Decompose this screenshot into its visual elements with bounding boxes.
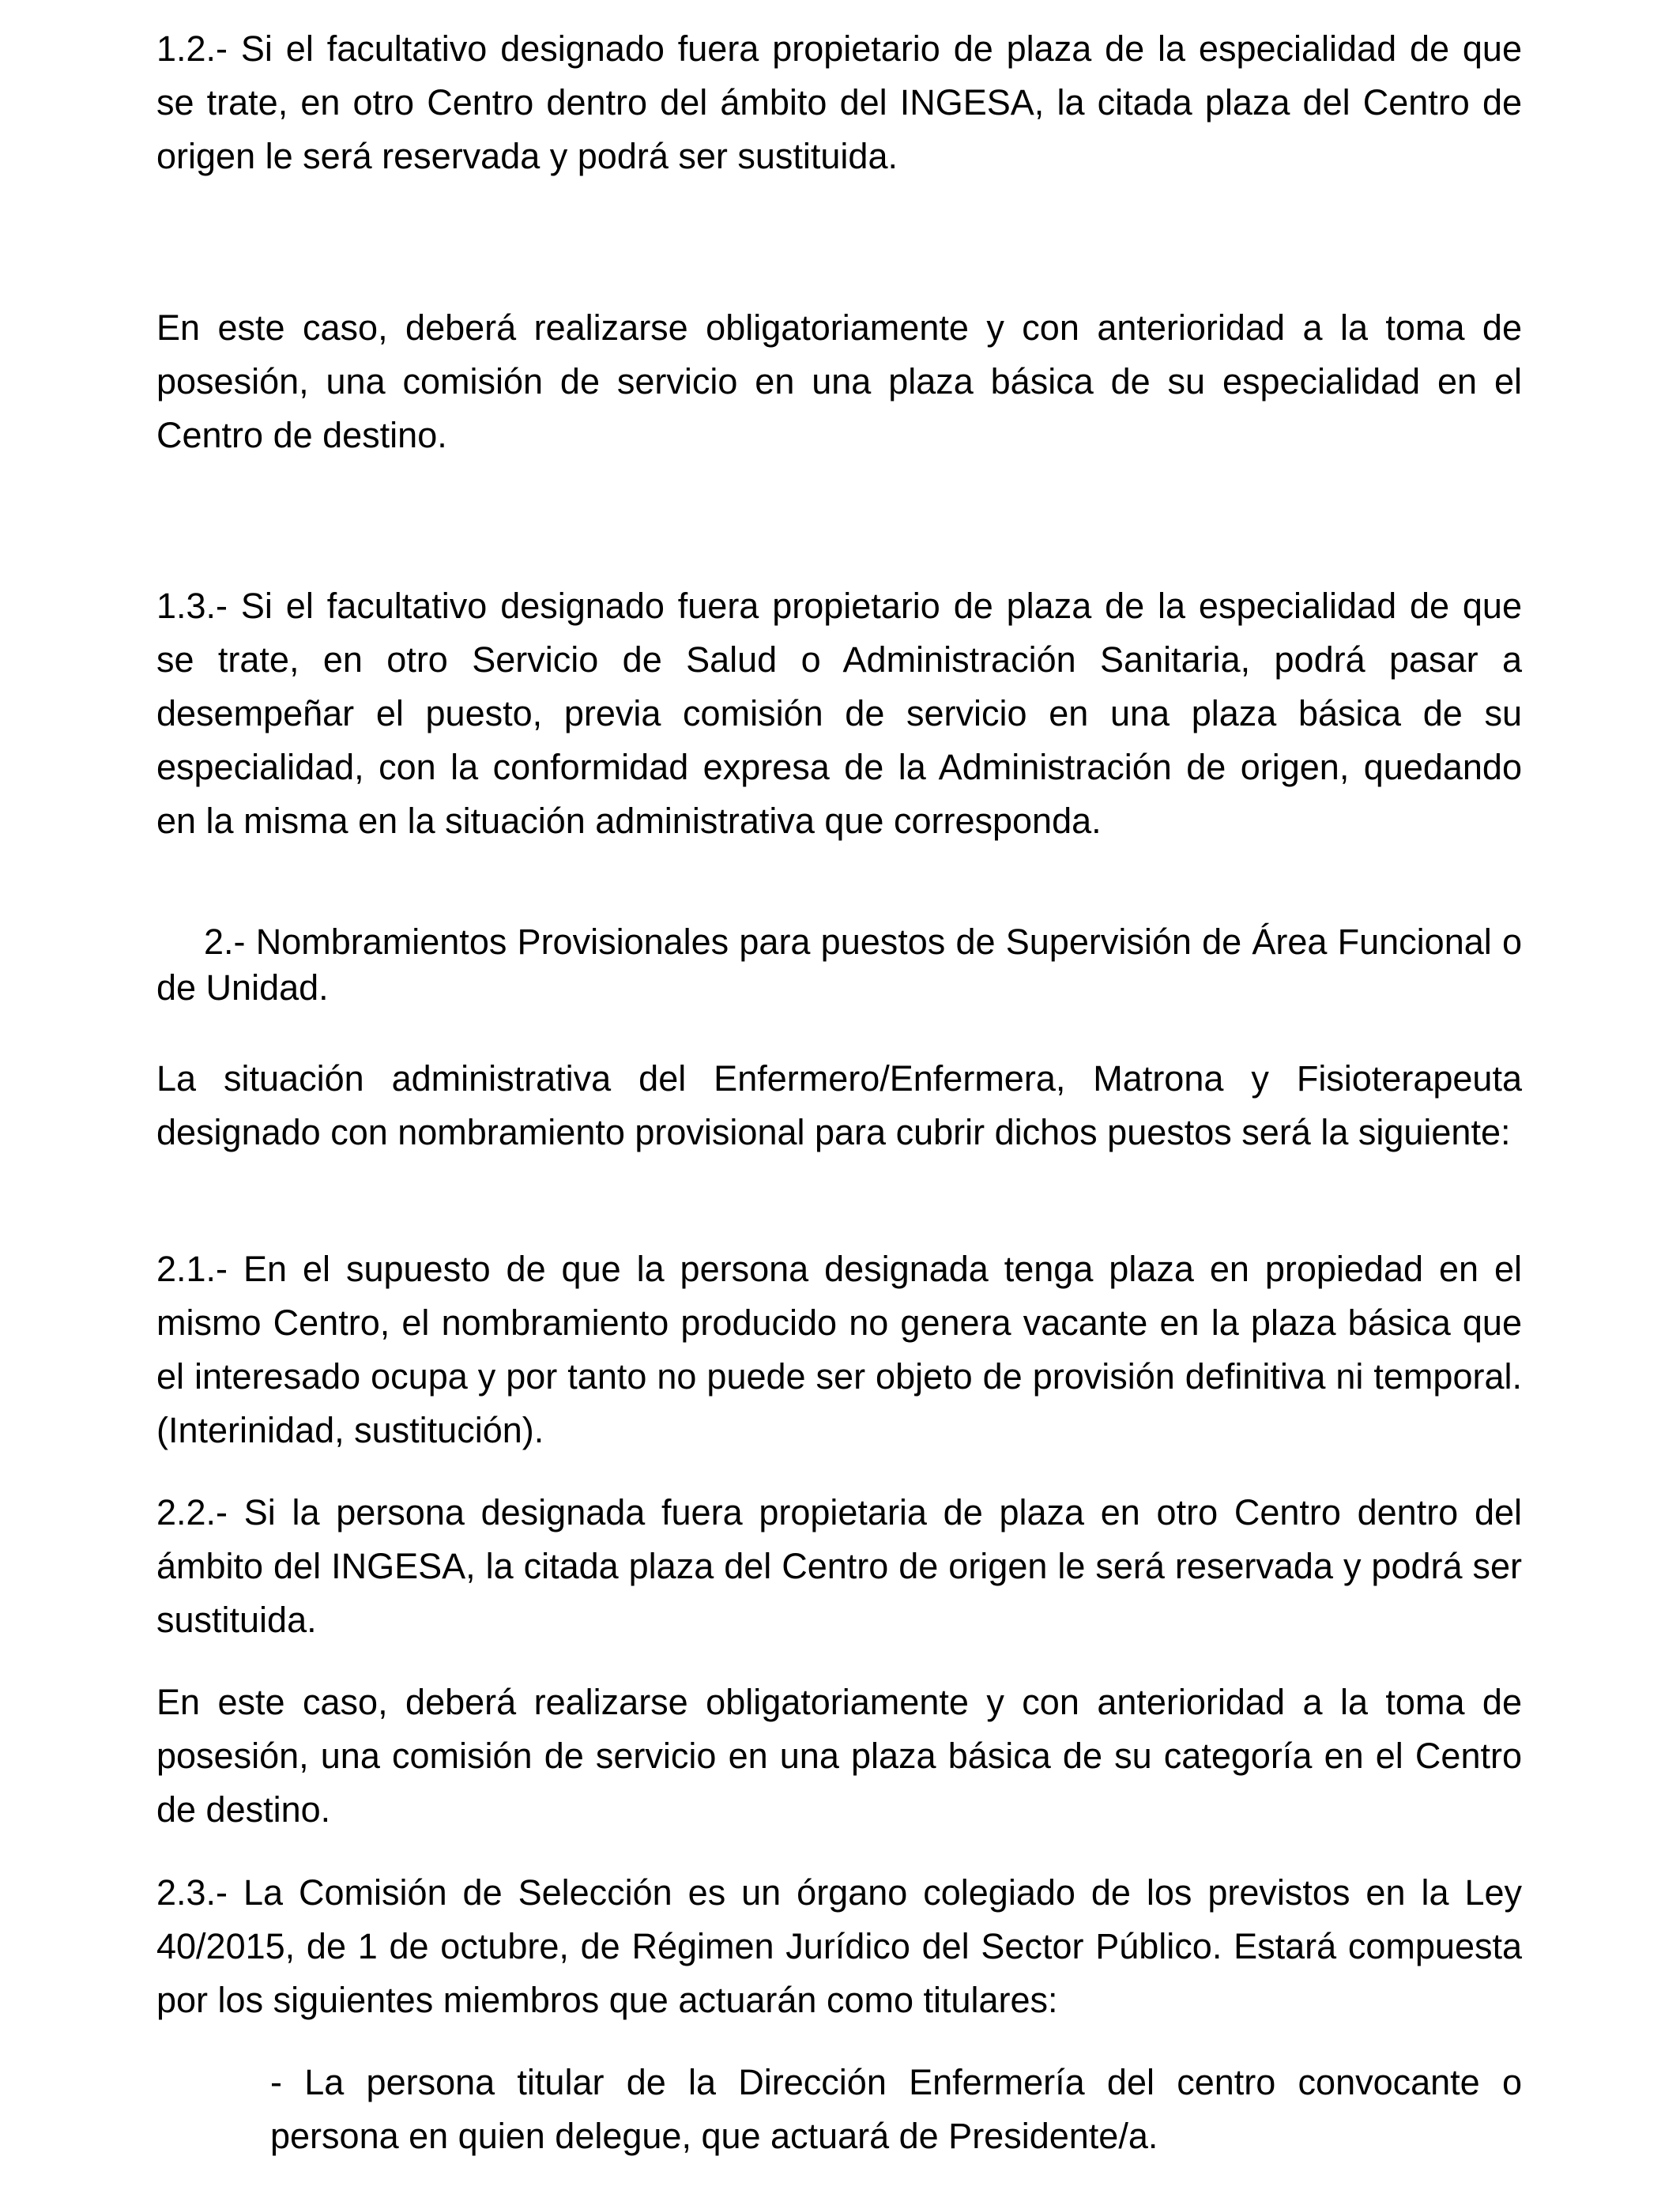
paragraph-2-2-commission: En este caso, deberá realizarse obligatoriamente y con anterioridad a la toma de posesión, una comisión de servicio en una plaza básica de su categoría en el Centro de destino. bbox=[156, 1682, 1522, 1830]
paragraph-1-2: 1.2.- Si el facultativo designado fuera propietario de plaza de la especialidad de que se trate, en otro Centro dentro del ámbito del INGESA, la citada plaza del Centro de origen le será reservada y podrá ser sustituida. bbox=[156, 28, 1522, 176]
section-heading-2: 2.- Nombramientos Provisionales para puestos de Supervisión de Área Funcional o de Unidad. bbox=[156, 922, 1522, 1008]
paragraph-1-3: 1.3.- Si el facultativo designado fuera propietario de plaza de la especialidad de que se trate, en otro Servicio de Salud o Administración Sanitaria, podrá pasar a desempeñar el puesto, previa comisión de servicio en una plaza básica de su especialidad, con la conformidad expresa de la Administración de origen, quedando en la misma en la situación administrativa que corresponda. bbox=[156, 586, 1522, 841]
paragraph-1-2-commission: En este caso, deberá realizarse obligatoriamente y con anterioridad a la toma de posesión, una comisión de servicio en una plaza básica de su especialidad en el Centro de destino. bbox=[156, 307, 1522, 455]
paragraph-2-intro: La situación administrativa del Enfermero/Enfermera, Matrona y Fisioterapeuta designado con nombramiento provisional para cubrir dichos puestos será la siguiente: bbox=[156, 1058, 1522, 1152]
paragraph-2-1: 2.1.- En el supuesto de que la persona designada tenga plaza en propiedad en el mismo Centro, el nombramiento producido no genera vacante en la plaza básica que el interesado ocupa y por tanto no puede ser objeto de provisión definitiva ni temporal. (Interinidad, sustitución). bbox=[156, 1249, 1522, 1450]
paragraph-2-3: 2.3.- La Comisión de Selección es un órgano colegiado de los previstos en la Ley 40/2015, de 1 de octubre, de Régimen Jurídico del Sector Público. Estará compuesta por los siguientes miembros que actuarán como titulares: bbox=[156, 1872, 1522, 2020]
paragraph-2-2: 2.2.- Si la persona designada fuera propietaria de plaza en otro Centro dentro del ámbito del INGESA, la citada plaza del Centro de origen le será reservada y podrá ser sustituida. bbox=[156, 1492, 1522, 1640]
list-item-commission-president: - La persona titular de la Dirección Enfermería del centro convocante o persona en quien delegue, que actuará de Presidente/a. bbox=[270, 2062, 1522, 2156]
